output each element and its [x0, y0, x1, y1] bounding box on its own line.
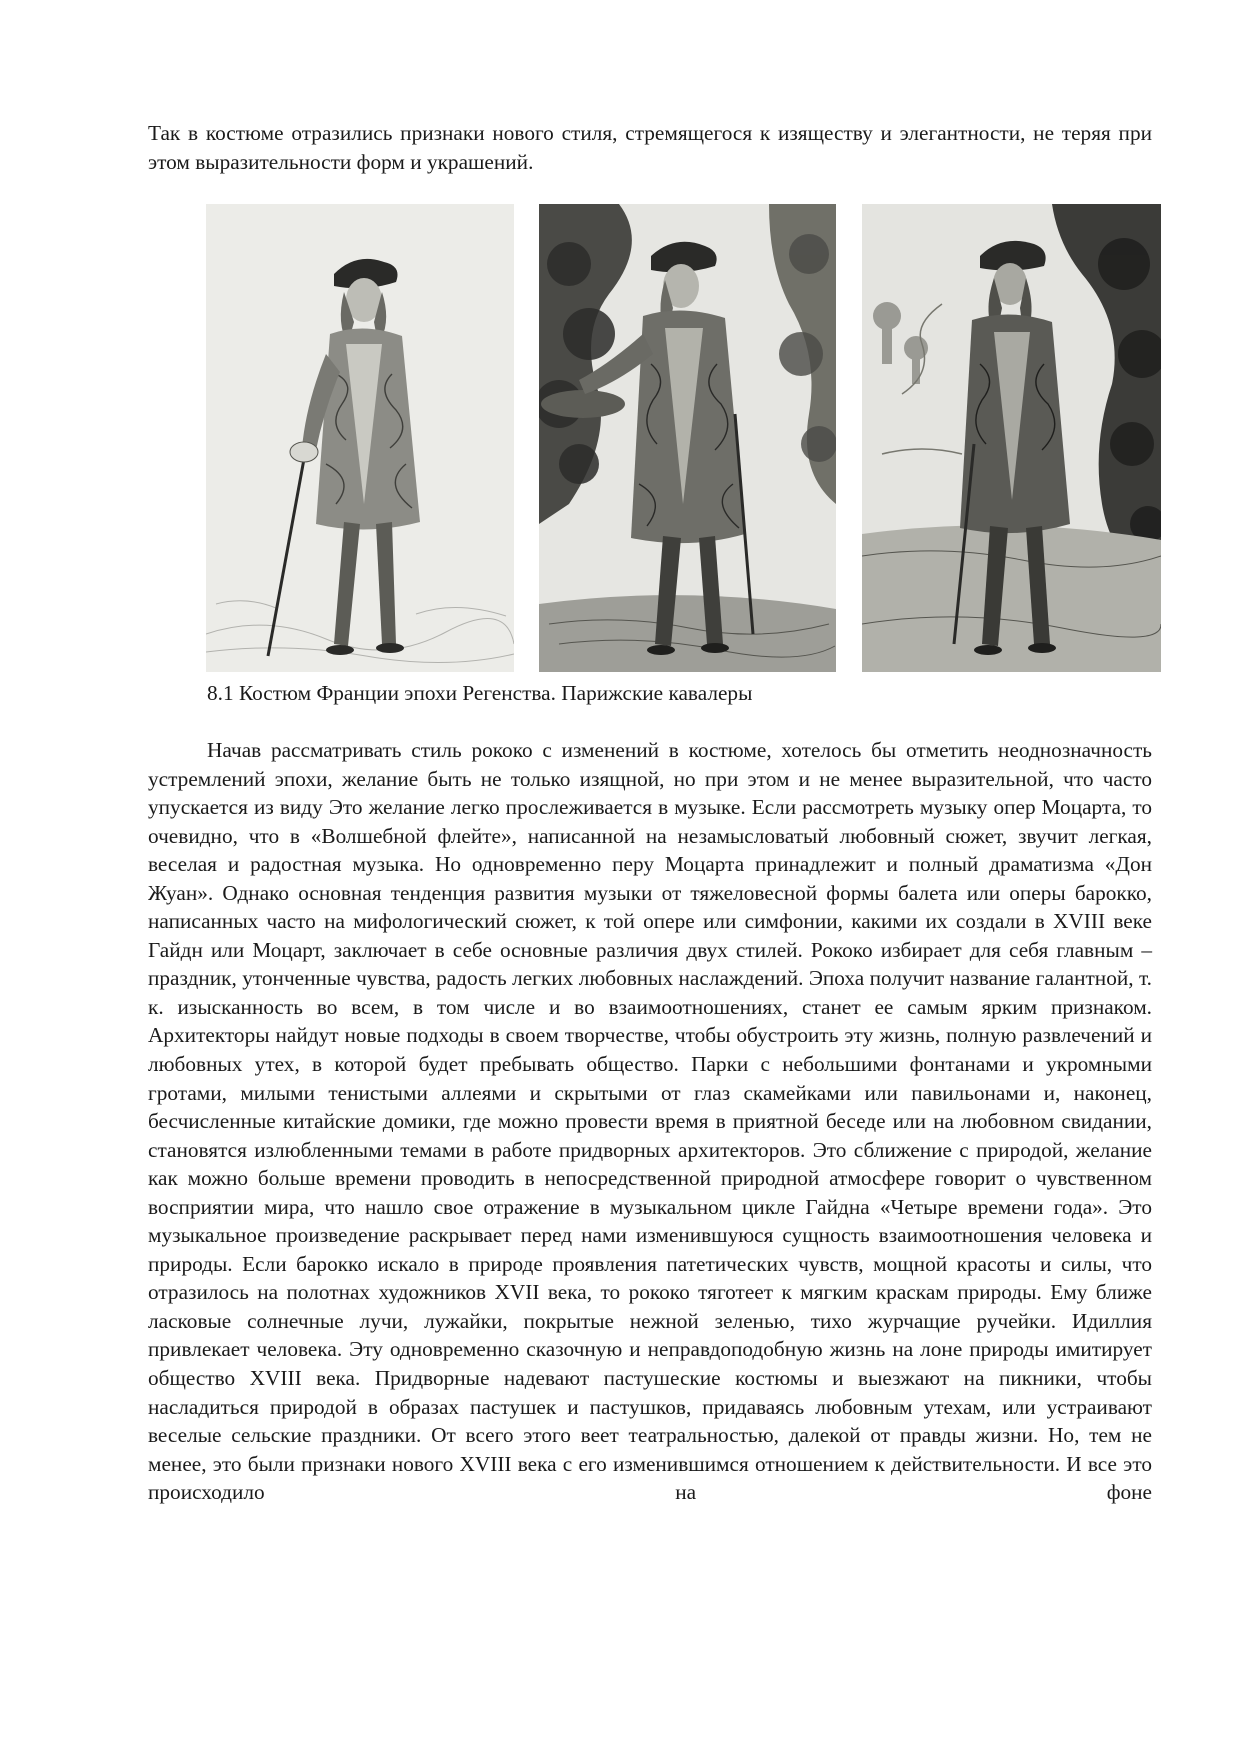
figure-engravings	[0, 0, 1239, 680]
engraving-cavalier-1	[206, 204, 514, 672]
body-paragraph	[148, 736, 1152, 1507]
intro-paragraph: Так в костюме отразились признаки нового стиля, стремящегося к изяществу и элегантности, не теряя при этом выразительности форм и украшений.	[148, 121, 1152, 174]
figure-caption: 8.1 Костюм Франции эпохи Регенства. Парижские кавалеры	[207, 681, 753, 705]
engraving-cavalier-3	[862, 204, 1161, 672]
body-paragraph-text: Начав рассматривать стиль рококо с изменений в костюме, хотелось бы отметить неоднозначность устремлений эпохи, желание быть не только изящной, но при этом и не менее выразительной, что часто упускается из виду Это желание легко прослеживается в музыке. Если рассмотреть музыку опер Моцарта, то очевидно, что в «Волшебной флейте», написанной на незамысловатый любовный сюжет, звучит легкая, веселая и радостная музыка. Но одновременно перу Моцарта принадлежит и полный драматизма «Дон Жуан». Однако основная тенденция развития музыки от тяжеловесной формы балета или оперы барокко, написанных часто на мифологический сюжет, к той опере или симфонии, какими их создали в XVIII веке Гайдн или Моцарт, заключает в себе основные различия двух стилей. Рококо избирает для себя главным – праздник, утонченные чувства, радость легких любовных наслаждений. Эпоха получит название галантной, т. к. изысканность во всем, в том числе и во взаимоотношениях, станет ее самым ярким признаком. Архитекторы найдут новые подходы в своем творчестве, чтобы обустроить эту жизнь, полную развлечений и любовных утех, в которой будет пребывать общество. Парки с небольшими фонтанами и укромными гротами, милыми тенистыми аллеями и скрытыми от глаз скамейками или павильонами и, наконец, бесчисленные китайские домики, где можно провести время в приятной беседе или на любовном свидании, становятся излюбленными темами в работе придворных архитекторов. Это сближение с природой, желание как можно больше времени проводить в непосредственной природной атмосфере говорит о чувственном восприятии мира, что нашло свое отражение в музыкальном цикле Гайдна «Четыре времени года». Это музыкальное произведение раскрывает перед нами изменившуюся сущность взаимоотношения человека и природы. Если барокко искало в природе проявления патетических чувств, мощной красоты и силы, что отразилось на полотнах художников XVII века, то рококо тяготеет к мягким краскам природы. Ему ближе ласковые солнечные лучи, лужайки, покрытые нежной зеленью, тихо журчащие ручейки. Идиллия привлекает человека. Эту одновременно сказочную и неправдоподобную жизнь на лоне природы имитирует общество XVIII века. Придворные надевают пастушеские костюмы и выезжают на пикники, чтобы насладиться природой в образах пастушек и пастушков, придаваясь любовным утехам, или устраивают веселые сельские праздники. От всего этого веет театральностью, далекой от правды жизни. Но, тем не менее, это были признаки нового XVIII века с его изменившимся отношением к действительности. И все это происходило на фоне	[148, 738, 1152, 1505]
engraving-cavalier-2	[539, 204, 836, 672]
